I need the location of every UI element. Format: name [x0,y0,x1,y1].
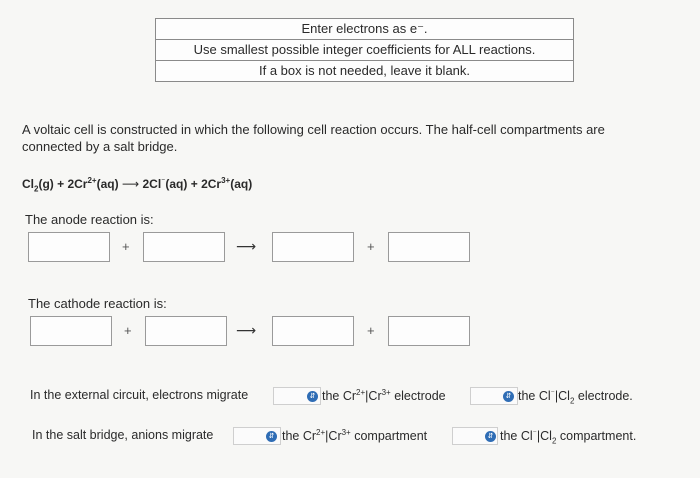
salt-bridge-label: In the salt bridge, anions migrate [32,428,214,442]
cathode-product-2-input[interactable] [388,316,470,346]
anode-product-1-input[interactable] [272,232,354,262]
chevron-updown-icon[interactable]: ⇵ [307,391,318,402]
cathode-plus-2: + [367,323,375,338]
cathode-plus-1: + [124,323,132,338]
cathode-label: The cathode reaction is: [28,296,167,311]
external-option-cr-electrode: the $Cr^{2+}|Cr^{3+}$ electrode [322,388,446,404]
chevron-updown-icon[interactable]: ⇵ [503,391,514,402]
instruction-blank: If a box is not needed, leave it blank. [258,63,471,78]
cell-reaction: $Cl_2(g) + 2Cr^{2+}(aq)$ ⟶ $2Cl^{^-}(aq) + 2Cr^{3+}(aq)$ [22,176,253,194]
anode-reactant-1-input[interactable] [28,232,110,262]
cathode-product-1-input[interactable] [272,316,354,346]
anode-reactant-2-input[interactable] [143,232,225,262]
anode-arrow: ⟶ [236,238,257,254]
external-option-cl-electrode: the $Cl^{^-}|Cl_2$ electrode. [518,388,633,406]
salt-option-cr-compartment: the $Cr^{2+}|Cr^{3+}$ compartment [282,428,428,444]
chevron-updown-icon[interactable]: ⇵ [485,431,496,442]
chevron-updown-icon[interactable]: ⇵ [266,431,277,442]
instruction-electrons: Enter electrons as e⁻. [156,19,573,40]
problem-intro: A voltaic cell is constructed in which the following cell reaction occurs. The half-cell compartments are connected by a salt bridge. [22,122,605,154]
anode-plus-1: + [122,239,130,254]
cathode-reactant-1-input[interactable] [30,316,112,346]
instructions-table [155,18,574,82]
anode-plus-2: + [367,239,375,254]
anode-product-2-input[interactable] [388,232,470,262]
reaction-arrow: ⟶ [121,177,140,191]
cathode-arrow: ⟶ [236,322,257,338]
instruction-coefficients: Use smallest possible integer coefficients for ALL reactions. [156,40,573,61]
cathode-reactant-2-input[interactable] [145,316,227,346]
anode-label: The anode reaction is: [25,212,154,227]
salt-option-cl-compartment: the $Cl^{^-}|Cl_2$ compartment. [500,428,637,446]
external-circuit-label: In the external circuit, electrons migrate [30,388,249,402]
